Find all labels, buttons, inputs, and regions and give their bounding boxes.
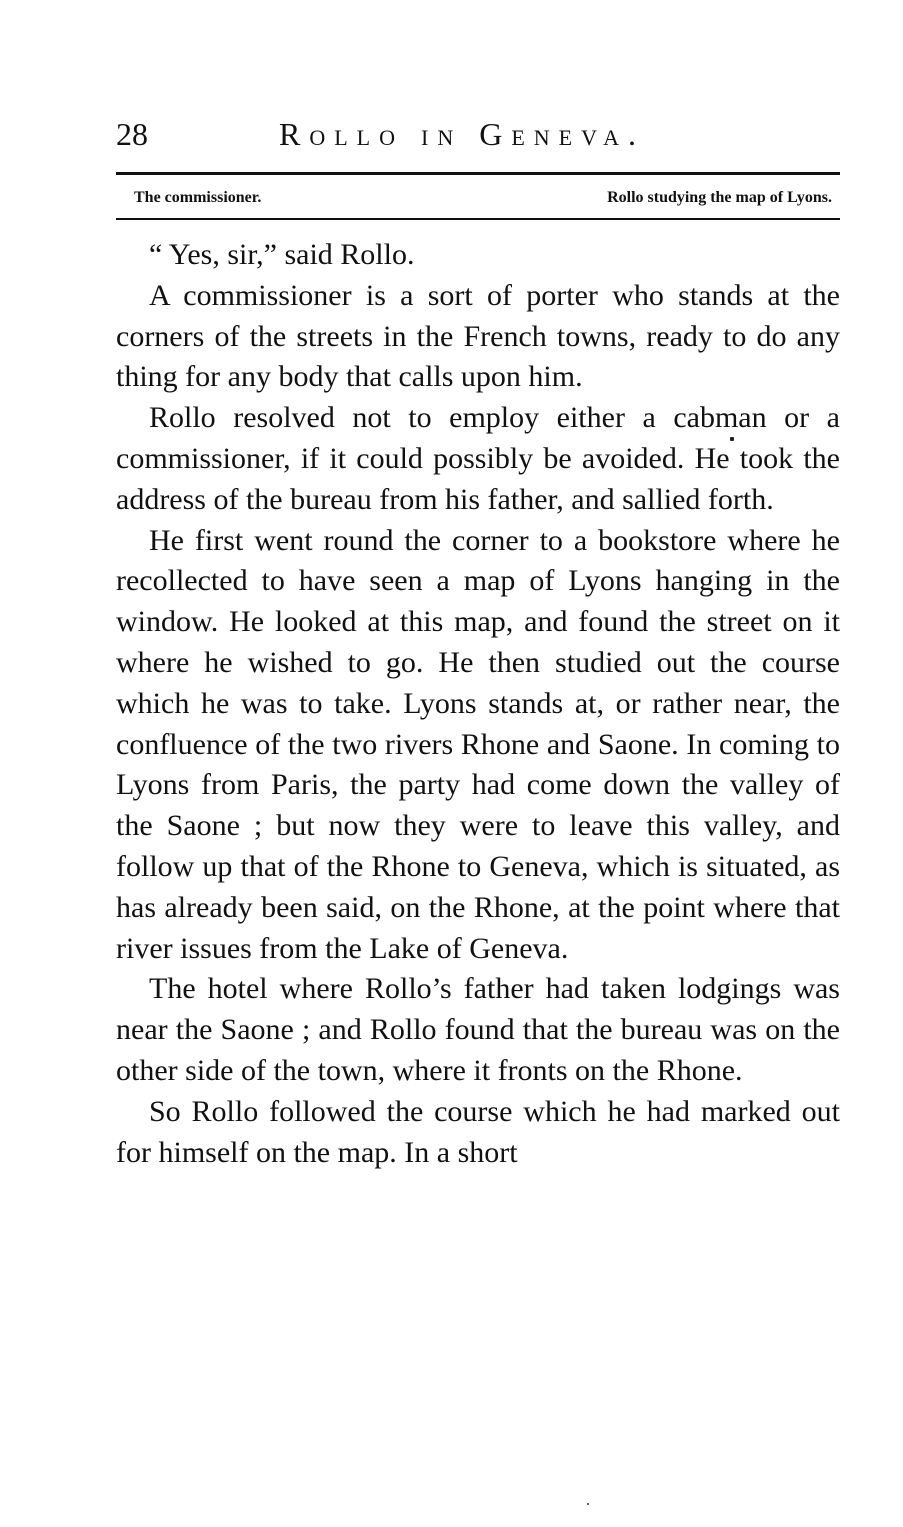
paragraph: Rollo resolved not to employ either a cabman or a commissioner, if it could possibly be avoided. He took the address of the bureau from his father, and sallied forth. — [116, 401, 840, 516]
paragraph: The hotel where Rollo’s father had taken lodgings was near the Saone ; and Rollo found that the bureau was on the other side of the town, where it fronts on the Rhone. — [116, 972, 840, 1087]
header-rule-top — [116, 172, 840, 175]
body-text — [116, 235, 840, 1173]
subhead-right: Rollo studying the map of Lyons. — [607, 189, 832, 206]
running-head — [116, 112, 840, 156]
paragraph: So Rollo followed the course which he had marked out for himself on the map. In a short — [116, 1094, 840, 1169]
subhead-left: The commissioner. — [134, 189, 262, 206]
paragraph: “ Yes, sir,” said Rollo. — [149, 238, 415, 271]
paragraph: A commissioner is a sort of porter who stands at the corners of the streets in the French towns, ready to do any thing for any body that calls upon him. — [116, 278, 840, 394]
header-rule-bottom — [116, 218, 840, 220]
section-subheads — [116, 183, 840, 213]
paragraph: He first went round the corner to a bookstore where he recollected to have seen a map of Lyons hanging in the window. He looked at this map, and found the street on it where he wished to go. He then studied out the course which he was to take. Lyons stands at, or rather near, the confluence of the two rivers Rhone and Saone. In coming to Lyons from Paris, the party had come down the valley of the Saone ; but now they were to leave this valley, and follow up that of the Rhone to Geneva, which is situated, as has already been said, on the Rhone, at the point where that river issues from the Lake of Geneva. — [116, 523, 840, 965]
ink-speck — [587, 1503, 589, 1505]
book-title: Rollo in Geneva. — [279, 116, 646, 152]
ink-speck — [730, 437, 734, 441]
page-number: 28 — [116, 116, 148, 152]
